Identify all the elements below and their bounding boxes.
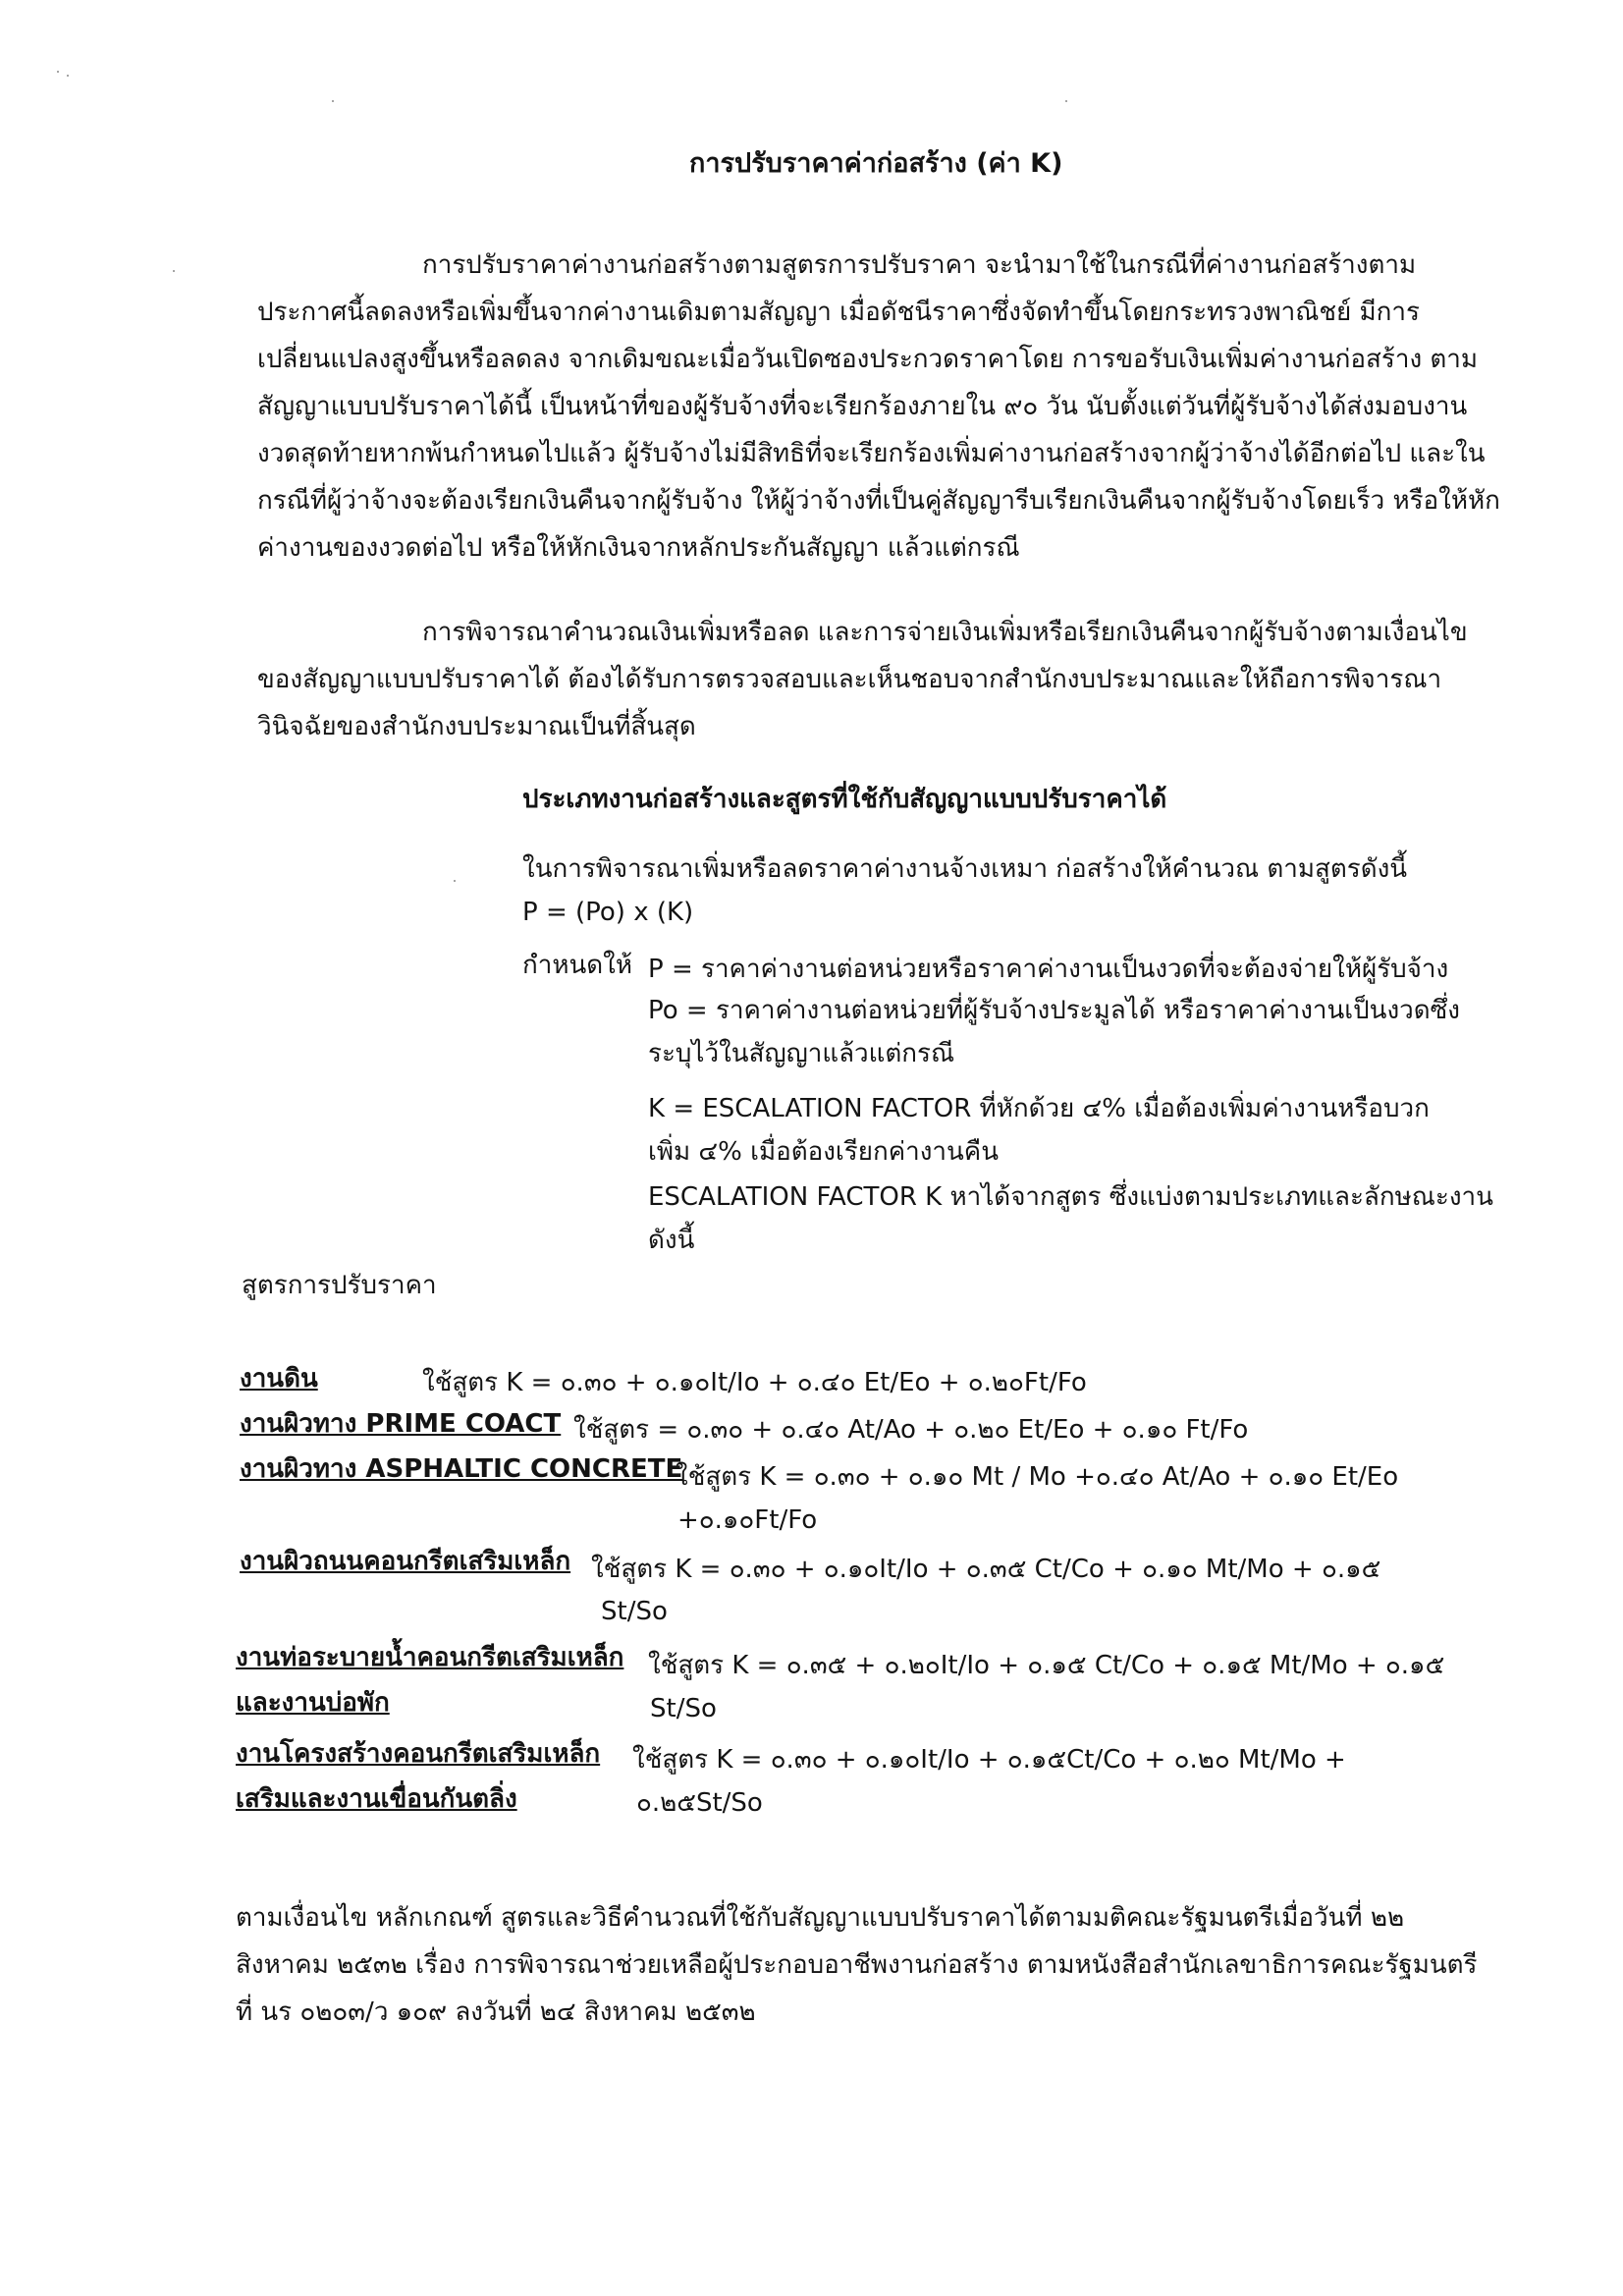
- formula-label-structure: งานโครงสร้างคอนกรีตเสริมเหล็ก: [236, 1739, 601, 1769]
- closing-line: ที่ นร ๐๒๐๓/ว ๑๐๙ ลงวันที่ ๒๔ สิงหาคม ๒๕๓๒: [236, 1997, 756, 2027]
- closing-line: สิงหาคม ๒๕๓๒ เรื่อง การพิจารณาช่วยเหลือผู้ประกอบอาชีพงานก่อสร้าง ตามหนังสือสำนักเลขาธิการคณะรัฐมนตรี: [236, 1950, 1478, 1980]
- definition-escalation: ESCALATION FACTOR K หาได้จากสูตร ซึ่งแบ่งตามประเภทและลักษณะงาน: [648, 1182, 1493, 1212]
- formula-heading: สูตรการปรับราคา: [242, 1271, 437, 1300]
- scan-speck: [332, 100, 334, 102]
- formula-label-earth: งานดิน: [240, 1364, 318, 1394]
- formula-label-structure-cont: เสริมและงานเขื่อนกันตลิ่ง: [236, 1784, 517, 1814]
- paragraph-1-line: เปลี่ยนแปลงสูงขึ้นหรือลดลง จากเดิมขณะเมื่อวันเปิดซองประกวดราคาโดย การขอรับเงินเพิ่มค่างานก่อสร้าง ตาม: [257, 345, 1479, 374]
- scan-speck: [67, 75, 69, 77]
- formula-asphaltic-concrete-cont: +๐.๑๐Ft/Fo: [677, 1505, 818, 1535]
- definition-p: P = ราคาค่างานต่อหน่วยหรือราคาค่างานเป็นงวดที่จะต้องจ่ายให้ผู้รับจ้าง: [648, 955, 1449, 984]
- formula-concrete-road: ใช้สูตร K = ๐.๓๐ + ๐.๑๐It/Io + ๐.๓๕ Ct/Co + ๐.๑๐ Mt/Mo + ๐.๑๕: [591, 1555, 1381, 1584]
- formula-structure-cont: ๐.๒๕St/So: [636, 1788, 763, 1818]
- formula-concrete-road-cont: St/So: [601, 1597, 668, 1626]
- paragraph-1-line: ประกาศนี้ลดลงหรือเพิ่มขึ้นจากค่างานเดิมตามสัญญา เมื่อดัชนีราคาซึ่งจัดทำขึ้นโดยกระทรวงพาณิชย์ มีการ: [257, 298, 1420, 327]
- formula-asphaltic-concrete: ใช้สูตร K = ๐.๓๐ + ๐.๑๐ Mt / Mo +๐.๔๐ At/Ao + ๐.๑๐ Et/Eo: [676, 1462, 1399, 1492]
- formula-label-drainage-cont: และงานบ่อพัก: [236, 1688, 390, 1718]
- paragraph-2-line: ของสัญญาแบบปรับราคาได้ ต้องได้รับการตรวจสอบและเห็นชอบจากสำนักงบประมาณและให้ถือการพิจารณา: [257, 665, 1442, 694]
- definition-k-cont: เพิ่ม ๔% เมื่อต้องเรียกค่างานคืน: [648, 1137, 999, 1167]
- paragraph-1-line: ค่างานของงวดต่อไป หรือให้หักเงินจากหลักประกันสัญญา แล้วแต่กรณี: [257, 533, 1020, 563]
- formula-label-concrete-road: งานผิวถนนคอนกรีตเสริมเหล็ก: [240, 1547, 571, 1576]
- formula-drainage-cont: St/So: [650, 1694, 717, 1723]
- definition-po: Po = ราคาค่างานต่อหน่วยที่ผู้รับจ้างประมูลได้ หรือราคาค่างานเป็นงวดซึ่ง: [648, 996, 1460, 1025]
- formula-drainage: ใช้สูตร K = ๐.๓๕ + ๐.๒๐It/Io + ๐.๑๕ Ct/Co + ๐.๑๕ Mt/Mo + ๐.๑๕: [648, 1651, 1445, 1680]
- definition-k: K = ESCALATION FACTOR ที่หักด้วย ๔% เมื่อต้องเพิ่มค่างานหรือบวก: [648, 1094, 1430, 1123]
- section-heading: ประเภทงานก่อสร้างและสูตรที่ใช้กับสัญญาแบบปรับราคาได้: [522, 785, 1167, 814]
- paragraph-1-line: สัญญาแบบปรับราคาได้นี้ เป็นหน้าที่ของผู้รับจ้างที่จะเรียกร้องภายใน ๙๐ วัน นับตั้งแต่วันที่ผู้รับจ้างได้ส่งมอบงาน: [257, 392, 1468, 421]
- paragraph-1-line: การปรับราคาค่างานก่อสร้างตามสูตรการปรับราคา จะนำมาใช้ในกรณีที่ค่างานก่อสร้างตาม: [422, 250, 1417, 280]
- formula-structure: ใช้สูตร K = ๐.๓๐ + ๐.๑๐It/Io + ๐.๑๕Ct/Co + ๐.๒๐ Mt/Mo +: [632, 1745, 1346, 1775]
- scan-speck: [57, 71, 59, 73]
- definition-escalation-cont: ดังนี้: [648, 1226, 695, 1255]
- scan-speck: [1065, 100, 1067, 102]
- formula-label-asphaltic-concrete: งานผิวทาง ASPHALTIC CONCRETE: [240, 1454, 683, 1484]
- paragraph-2-line: วินิจฉัยของสำนักงบประมาณเป็นที่สิ้นสุด: [257, 712, 696, 741]
- paragraph-1-line: งวดสุดท้ายหากพ้นกำหนดไปแล้ว ผู้รับจ้างไม่มีสิทธิที่จะเรียกร้องเพิ่มค่างานก่อสร้างจากผู้ว่าจ้างได้อีกต่อไป และใน: [257, 439, 1486, 468]
- page-title: การปรับราคาค่าก่อสร้าง (ค่า K): [689, 148, 1063, 179]
- scan-speck: [454, 880, 456, 882]
- definition-po-cont: ระบุไว้ในสัญญาแล้วแต่กรณี: [648, 1039, 955, 1068]
- closing-line: ตามเงื่อนไข หลักเกณฑ์ สูตรและวิธีคำนวณที่ใช้กับสัญญาแบบปรับราคาได้ตามมติคณะรัฐมนตรีเมื่อวันที่ ๒๒: [236, 1903, 1405, 1933]
- definitions-label: กำหนดให้: [522, 951, 632, 980]
- formula-label-drainage: งานท่อระบายน้ำคอนกรีตเสริมเหล็ก: [236, 1643, 624, 1672]
- paragraph-1-line: กรณีที่ผู้ว่าจ้างจะต้องเรียกเงินคืนจากผู้รับจ้าง ให้ผู้ว่าจ้างที่เป็นคู่สัญญารีบเรียกเงินคืนจากผู้รับจ้างโดยเร็ว หรือให้หัก: [257, 486, 1500, 516]
- formula-label-prime-coact: งานผิวทาง PRIME COACT: [240, 1409, 562, 1439]
- paragraph-2-line: การพิจารณาคำนวณเงินเพิ่มหรือลด และการจ่ายเงินเพิ่มหรือเรียกเงินคืนจากผู้รับจ้างตามเงื่อนไข: [422, 618, 1468, 647]
- main-formula: P = (Po) x (K): [522, 898, 694, 927]
- formula-prime-coact: ใช้สูตร = ๐.๓๐ + ๐.๔๐ At/Ao + ๐.๒๐ Et/Eo + ๐.๑๐ Ft/Fo: [573, 1415, 1249, 1445]
- calc-intro: ในการพิจารณาเพิ่มหรือลดราคาค่างานจ้างเหมา ก่อสร้างให้คำนวณ ตามสูตรดังนี้: [522, 854, 1408, 884]
- scan-speck: [173, 270, 175, 272]
- formula-earth: ใช้สูตร K = ๐.๓๐ + ๐.๑๐It/Io + ๐.๔๐ Et/Eo + ๐.๒๐Ft/Fo: [422, 1368, 1087, 1397]
